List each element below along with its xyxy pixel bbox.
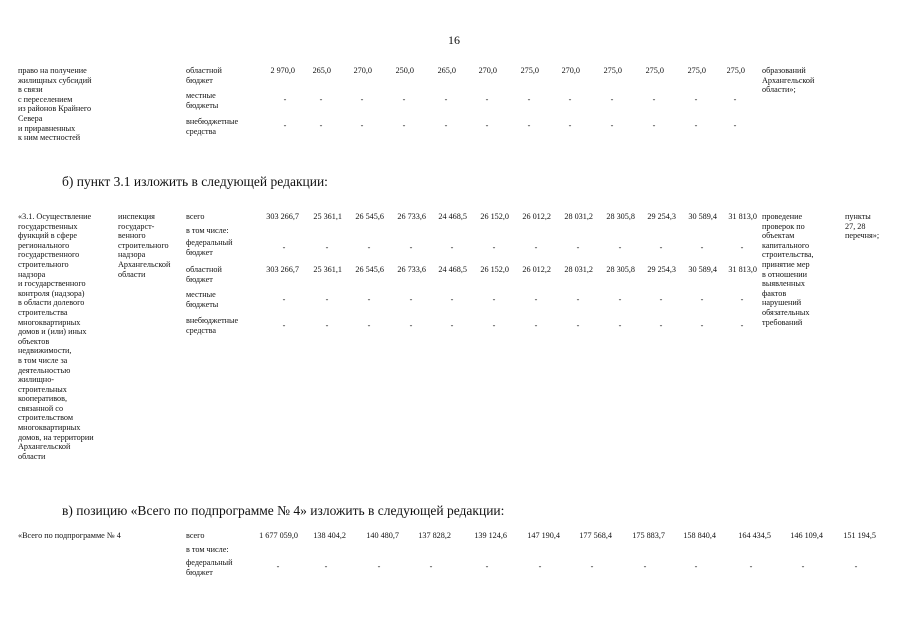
value-cell: 28 305,8	[606, 212, 635, 221]
block3-name: «Всего по подпрограмме № 4	[18, 531, 121, 540]
value-cell: -	[367, 295, 371, 304]
value-cell: 26 152,0	[480, 212, 509, 221]
block2-name-line: кооперативов,	[18, 394, 68, 404]
block2-executor-line: государст-	[118, 221, 155, 231]
value-cell: -	[485, 562, 489, 571]
value-cell: -	[576, 295, 580, 304]
value-cell: -	[610, 121, 614, 130]
block2-name-line: связанной со	[18, 403, 64, 413]
value-cell: -	[409, 243, 413, 252]
value-cell: 303 266,7	[266, 212, 299, 221]
block2-executor-line: венного	[118, 231, 146, 241]
value-cell: 275,0	[726, 66, 745, 75]
value-cell: -	[324, 562, 328, 571]
block1-name-line: жилищных субсидий	[18, 75, 92, 85]
value-cell: -	[276, 562, 280, 571]
block2-executor-line: области	[118, 269, 146, 279]
funding-source-label: в том числе:	[186, 226, 229, 235]
page-number: 16	[448, 33, 460, 47]
block1-name-line: в связи	[18, 85, 43, 95]
value-cell: -	[576, 243, 580, 252]
value-cell: -	[568, 95, 572, 104]
block1-result-line: области»;	[762, 85, 796, 95]
value-cell: -	[325, 243, 329, 252]
value-cell: -	[740, 295, 744, 304]
value-cell: -	[618, 295, 622, 304]
block2-name-line: домов, на территории	[18, 432, 94, 442]
value-cell: -	[659, 295, 663, 304]
funding-source-label: внебюджетные средства	[186, 316, 239, 335]
block2-executor-line: инспекция	[118, 212, 155, 221]
block2-name-line: строительных	[18, 384, 67, 394]
value-cell: 29 254,3	[647, 212, 676, 221]
heading-v: в) позицию «Всего по подпрограмме № 4» изложить в следующей редакции:	[62, 503, 505, 518]
block2-name-line: «3.1. Осуществление	[18, 212, 92, 221]
value-cell: 139 124,6	[474, 531, 507, 540]
value-cell: -	[429, 562, 433, 571]
value-cell: -	[733, 121, 737, 130]
value-cell: 28 305,8	[606, 265, 635, 274]
value-cell: -	[801, 562, 805, 571]
value-cell: -	[694, 121, 698, 130]
value-cell: 270,0	[353, 66, 372, 75]
block1-name-line: к ним местностей	[18, 133, 81, 143]
block2-name-line: многоквартирных	[18, 423, 81, 433]
block2-name-line: регионального	[18, 240, 70, 250]
value-cell: -	[282, 243, 286, 252]
block2-name-line: надзора	[18, 269, 46, 279]
block2-name	[18, 212, 94, 461]
block2-name-line: недвижимости,	[18, 346, 72, 356]
block2-name-line: в том числе за	[18, 355, 68, 365]
block2-name-line: домов и (или) иных	[18, 327, 87, 337]
value-cell: -	[492, 295, 496, 304]
value-cell: -	[444, 121, 448, 130]
block1-name	[18, 66, 91, 143]
block2-result-line: проверок по	[762, 221, 805, 231]
value-cell: -	[749, 562, 753, 571]
block2-name-line: области	[18, 451, 46, 461]
value-cell: 140 480,7	[366, 531, 399, 540]
block1-result	[762, 66, 814, 95]
value-cell: -	[367, 243, 371, 252]
value-cell: 270,0	[478, 66, 497, 75]
value-cell: -	[659, 321, 663, 330]
block1-name-line: Севера	[18, 113, 43, 123]
block2-result-line: строительства,	[762, 250, 814, 260]
value-cell: 25 361,1	[313, 212, 342, 221]
block2-reference	[845, 212, 879, 241]
value-cell: -	[590, 562, 594, 571]
block2-name-line: Архангельской	[18, 442, 71, 452]
block2-result-line: фактов	[762, 288, 787, 298]
value-cell: -	[659, 243, 663, 252]
value-cell: -	[367, 321, 371, 330]
value-cell: -	[492, 321, 496, 330]
block2-executor-line: надзора	[118, 250, 146, 260]
block2-result-line: объектам	[762, 231, 795, 241]
value-cell: -	[283, 95, 287, 104]
value-cell: 275,0	[645, 66, 664, 75]
value-cell: -	[694, 562, 698, 571]
heading-b: б) пункт 3.1 изложить в следующей редакции:	[62, 174, 328, 189]
block2-result	[762, 212, 814, 327]
value-cell: -	[319, 121, 323, 130]
value-cell: -	[450, 295, 454, 304]
value-cell: 28 031,2	[564, 265, 593, 274]
value-cell: 158 840,4	[683, 531, 716, 540]
funding-source-label: всего	[186, 531, 205, 540]
value-cell: 138 404,2	[313, 531, 346, 540]
value-cell: -	[740, 321, 744, 330]
value-cell: -	[534, 243, 538, 252]
value-cell: 24 468,5	[438, 265, 467, 274]
value-cell: -	[568, 121, 572, 130]
value-cell: 275,0	[687, 66, 706, 75]
block2-reference-line: перечня»;	[845, 231, 880, 241]
value-cell: -	[610, 95, 614, 104]
block2-result-line: выявленных	[762, 279, 805, 289]
value-cell: -	[700, 295, 704, 304]
block2-executor-line: строительного	[118, 240, 169, 250]
funding-source-label: внебюджетные средства	[186, 117, 239, 136]
value-cell: -	[700, 321, 704, 330]
block2-executor	[118, 212, 170, 279]
value-cell: -	[694, 95, 698, 104]
value-cell: 26 545,6	[355, 212, 384, 221]
value-cell: 25 361,1	[313, 265, 342, 274]
block2-result-line: нарушений	[762, 298, 802, 308]
block2-reference-line: 27, 28	[845, 221, 866, 231]
value-cell: -	[319, 95, 323, 104]
value-cell: 26 152,0	[480, 265, 509, 274]
block1-name-line: право на получение	[18, 66, 87, 75]
value-cell: -	[377, 562, 381, 571]
value-cell: 147 190,4	[527, 531, 560, 540]
value-cell: 1 677 059,0	[259, 531, 298, 540]
value-cell: 26 733,6	[397, 265, 426, 274]
value-cell: -	[618, 243, 622, 252]
block1-result-line: образований	[762, 66, 806, 75]
value-cell: -	[409, 321, 413, 330]
block2-result-line: принятие мер	[762, 259, 810, 269]
funding-source-label: федеральный бюджет	[186, 238, 233, 257]
value-cell: -	[534, 295, 538, 304]
block2-name-line: функций в сфере	[18, 231, 78, 241]
value-cell: -	[485, 95, 489, 104]
block1-name-line: и приравненных	[18, 123, 76, 133]
value-cell: 146 109,4	[790, 531, 823, 540]
block1-name-line: из районов Крайнего	[18, 104, 92, 114]
block2-name-line: государственных	[18, 221, 78, 231]
value-cell: 164 434,5	[738, 531, 771, 540]
block2-name-line: жилищно-	[18, 375, 55, 385]
value-cell: -	[534, 321, 538, 330]
value-cell: -	[527, 121, 531, 130]
value-cell: -	[325, 321, 329, 330]
value-cell: -	[283, 121, 287, 130]
block2-executor-line: Архангельской	[118, 259, 171, 269]
value-cell: 265,0	[312, 66, 331, 75]
block2-name-line: деятельностью	[18, 365, 71, 375]
block2-name-line: многоквартирных	[18, 317, 81, 327]
value-cell: -	[733, 95, 737, 104]
value-cell: -	[360, 121, 364, 130]
value-cell: 177 568,4	[579, 531, 612, 540]
funding-source-label: местные бюджеты	[186, 91, 219, 110]
value-cell: 31 813,0	[728, 212, 757, 221]
value-cell: 29 254,3	[647, 265, 676, 274]
value-cell: -	[618, 321, 622, 330]
block1-name-line: с переселением	[18, 94, 73, 104]
value-cell: 30 589,4	[688, 265, 717, 274]
value-cell: 175 883,7	[632, 531, 665, 540]
value-cell: 26 545,6	[355, 265, 384, 274]
value-cell: 30 589,4	[688, 212, 717, 221]
value-cell: -	[360, 95, 364, 104]
value-cell: 31 813,0	[728, 265, 757, 274]
value-cell: -	[325, 295, 329, 304]
value-cell: -	[538, 562, 542, 571]
value-cell: -	[652, 121, 656, 130]
value-cell: -	[527, 95, 531, 104]
value-cell: -	[450, 243, 454, 252]
value-cell: 2 970,0	[270, 66, 295, 75]
block2-name-line: контроля (надзора)	[18, 288, 85, 298]
block2-result-line: капитального	[762, 240, 810, 250]
block2-name-line: и государственного	[18, 279, 86, 289]
value-cell: -	[402, 95, 406, 104]
value-cell: -	[740, 243, 744, 252]
funding-source-label: федеральный бюджет	[186, 558, 233, 577]
value-cell: 26 012,2	[522, 265, 551, 274]
value-cell: -	[485, 121, 489, 130]
block2-name-line: строительства	[18, 307, 68, 317]
block2-name-line: объектов	[18, 336, 50, 346]
value-cell: 270,0	[561, 66, 580, 75]
funding-source-label: в том числе:	[186, 545, 229, 554]
block2-reference-line: пункты	[845, 212, 871, 221]
value-cell: -	[576, 321, 580, 330]
value-cell: 26 733,6	[397, 212, 426, 221]
value-cell: 28 031,2	[564, 212, 593, 221]
value-cell: -	[643, 562, 647, 571]
funding-source-label: областной бюджет	[186, 265, 222, 284]
block2-name-line: строительством	[18, 413, 74, 423]
value-cell: 137 828,2	[418, 531, 451, 540]
block2-name-line: строительного	[18, 259, 69, 269]
value-cell: 24 468,5	[438, 212, 467, 221]
value-cell: -	[450, 321, 454, 330]
value-cell: -	[409, 295, 413, 304]
funding-source-label: местные бюджеты	[186, 290, 219, 309]
value-cell: -	[492, 243, 496, 252]
value-cell: -	[652, 95, 656, 104]
value-cell: -	[282, 321, 286, 330]
block2-result-line: требований	[762, 317, 803, 327]
block1-result-line: Архангельской	[762, 75, 815, 85]
value-cell: 275,0	[603, 66, 622, 75]
value-cell: -	[282, 295, 286, 304]
funding-source-label: областной бюджет	[186, 66, 222, 85]
value-cell: 303 266,7	[266, 265, 299, 274]
value-cell: 151 194,5	[843, 531, 876, 540]
value-cell: 250,0	[395, 66, 414, 75]
block2-result-line: в отношении	[762, 269, 808, 279]
value-cell: 275,0	[520, 66, 539, 75]
block2-result-line: проведение	[762, 212, 803, 221]
funding-source-label: всего	[186, 212, 205, 221]
block2-name-line: государственного	[18, 250, 80, 260]
value-cell: -	[700, 243, 704, 252]
value-cell: -	[402, 121, 406, 130]
value-cell: -	[444, 95, 448, 104]
block2-name-line: в области долевого	[18, 298, 85, 308]
value-cell: 26 012,2	[522, 212, 551, 221]
value-cell: -	[854, 562, 858, 571]
value-cell: 265,0	[437, 66, 456, 75]
block2-result-line: обязательных	[762, 307, 810, 317]
